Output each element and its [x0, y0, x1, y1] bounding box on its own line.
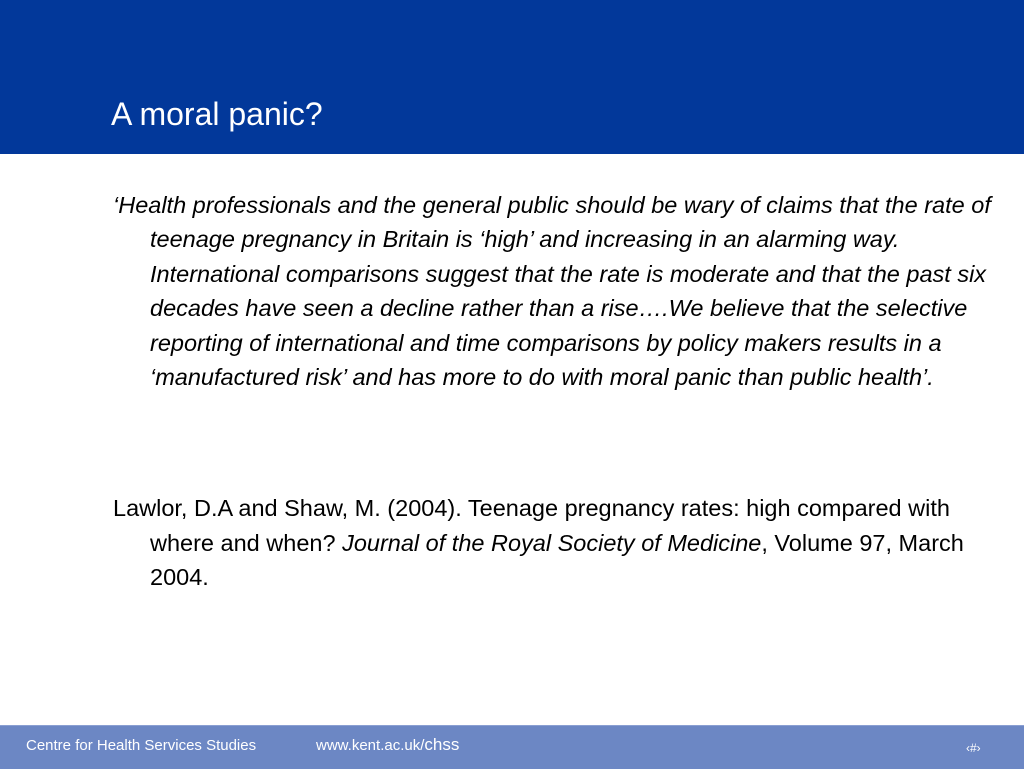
slide-content — [113, 188, 1008, 595]
citation-paragraph — [113, 491, 1008, 594]
citation-authors-title: Lawlor, D.A and Shaw, M. (2004). Teenage pregnancy rates: high compared with where and when? — [113, 495, 950, 556]
footer-organization: Centre for Health Services Studies — [26, 737, 257, 754]
footer-url-prefix: www.kent.ac.uk/ — [316, 737, 425, 754]
citation-journal: Journal of the Royal Society of Medicine — [342, 529, 762, 556]
footer-url — [316, 735, 459, 755]
citation-details: , Volume 97, March 2004. — [150, 529, 964, 591]
slide-title: A moral panic? — [111, 96, 323, 132]
quote-paragraph: ‘Health professionals and the general public should be wary of claims that the rate of teenage pregnancy in Britain is ‘high’ and increasing in an alarming way. International comparisons suggest that the rate is moderate and that the past six decades have seen a decline rather than a rise….We believe that the selective reporting of international and time comparisons by policy makers results in a ‘manufactured risk’ and has more to do with moral panic than public health’. — [113, 192, 991, 391]
footer-url-suffix: chss — [424, 735, 460, 754]
page-number: ‹#› — [966, 741, 981, 755]
